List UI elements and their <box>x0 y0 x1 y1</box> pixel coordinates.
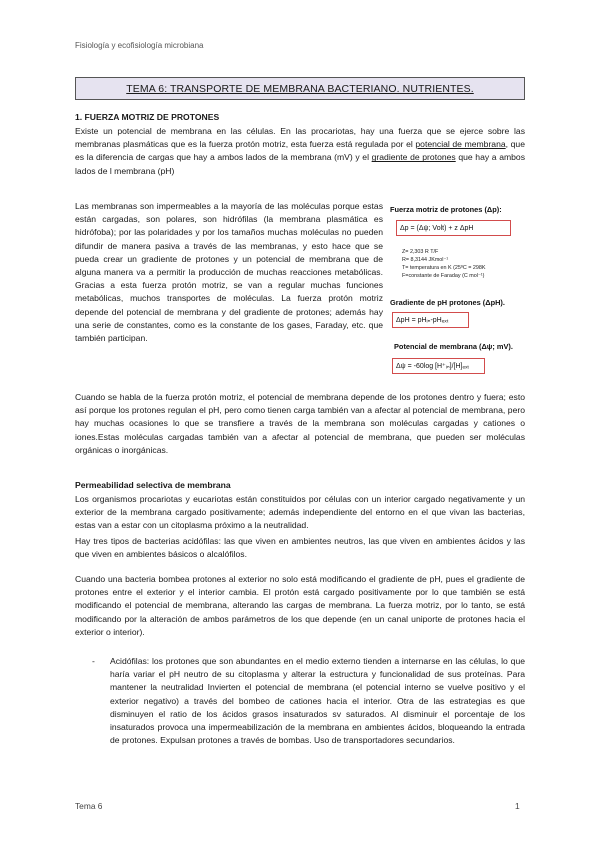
paragraph-intro-text-a: Existe un potencial de membrana en las células. En las procariotas, hay una fuerza que se ejerce sobre las membranas plasmáticas que es la fuerza protón motriz, esta fuerza está regulada por el <box>75 126 525 150</box>
paragraph-intro-text-c: que hay a ambos lados de l membrana (pH) <box>75 152 525 176</box>
paragraph-intro <box>75 125 525 178</box>
figure-constants <box>402 248 485 280</box>
paragraph-bombeo-protones: Cuando una bacteria bombea protones al exterior no solo está modificando el gradiente de pH, pues el gradiente de protones entre el exterior y el interior cambia. El protón está cargado positivamente por lo que también se está modificando el potencial de membrana, alterando las cargas de membrana. La fuerza motriz, por lo tanto, se está modificando por la alteración de ambos parámetros de los que depende (en un canal uniporte de protones hacia el exterior o interior). <box>75 574 525 637</box>
bullet-marker: - <box>92 656 95 666</box>
figure-title-gradiente-ph: Gradiente de pH protones (ΔpH). <box>390 298 505 307</box>
page-number: 1 <box>515 801 520 811</box>
paragraph-membranas: Las membranas son impermeables a la mayoría de las moléculas porque estas están cargadas, son polares, son hidrófilas (la membrana plasmática es hidrófoba); por las polaridades y por los tamaños muchas moléculas no pueden difundir de manera pasiva a través de las membranas, y esto hace que se pueda crear un gradiente de protones y un potencial de membrana que de alguna manera va a permitir la producción de muchas reacciones metabólicas. Gracias a esta fuerza protón motriz, se van a regular muchas funciones metabólicas, muchos transportes de moléculas. La fuerza protón motriz depende del potencial de membrana y del gradiente de protones; además hay una serie de constantes, como es la constante de los gases, Faraday, etc. que también participan. <box>75 201 383 344</box>
bullet-acidofilas: Acidófilas: los protones que son abundantes en el medio externo tienden a internarse en las células, lo que haría variar el pH neutro de su citoplasma y alterar la estructura y funcionalidad de sus proteínas. Para mantener la neutralidad Invierten el potencial de membrana (el potencial interno se vuelve positivo y el exterior negativo) a través del bombeo de cationes hacia el interior. Otra de las estrategias es que disminuyen el ratio de los ácidos grasos insaturados sv saturados. Al disminuir el porcentaje de los insaturados provoca una impermeabilización de la membrana en ambientes ácidos, bloqueando la entrada de protones. Expulsan protones a través de bombas. Uso de transportadores secundarios. <box>110 656 525 746</box>
figure-title-fuerza-motriz: Fuerza motriz de protones (Δp): <box>390 205 502 214</box>
figure-title-potencial-membrana: Potencial de membrana (Δψ; mV). <box>394 342 513 351</box>
constant-z: Z= 2,303 R T/F <box>402 249 439 255</box>
constant-t: T= temperatura en K (25ºC = 298K <box>402 265 486 271</box>
constant-r: R= 8,3144 JKmol⁻¹ <box>402 257 449 263</box>
equation-delta-ph: ΔpH = pHᵢₙ-pHₑₓₜ <box>392 312 469 328</box>
running-header: Fisiología y ecofisiología microbiana <box>75 41 204 50</box>
footer-chapter: Tema 6 <box>75 801 103 811</box>
paragraph-intro-text-b: , que es la diferencia de cargas que hay a ambos lados de la membrana (mV) y el <box>75 139 525 163</box>
term-potencial-de-membrana: potencial de membrana <box>415 139 506 150</box>
constant-f: F=constante de Faraday (C mol⁻¹) <box>402 273 485 279</box>
equation-delta-psi: Δψ = -60log [H⁺ᵢₙ]/[H]ₑₓₜ <box>392 358 485 374</box>
proton-motive-force-figure <box>388 200 518 382</box>
paragraph-organismos: Los organismos procariotas y eucariotas están constituidos por células con un interior cargado negativamente y un exterior de la membrana cargado positivamente; además independiente del entorno en el que vivan las bacterias, estas van a estar con un citoplasma próximo a la neutralidad. <box>75 494 525 531</box>
section-heading-fuerza-motriz: 1. FUERZA MOTRIZ DE PROTONES <box>75 112 220 122</box>
term-gradiente-de-protones: gradiente de protones <box>371 152 456 163</box>
equation-delta-p: Δp = (Δψ; Volt) + z ΔpH <box>396 220 511 236</box>
section-heading-permeabilidad: Permeabilidad selectiva de membrana <box>75 480 231 490</box>
paragraph-tipos-bacterias: Hay tres tipos de bacterias acidófilas: las que viven en ambientes neutros, las que viven en ambientes ácidos y las que viven en ambientes básicos o alcalófilos. <box>75 536 525 560</box>
chapter-title: TEMA 6: TRANSPORTE DE MEMBRANA BACTERIANO. NUTRIENTES. <box>75 77 525 100</box>
paragraph-protones: Cuando se habla de la fuerza protón motriz, el potencial de membrana depende de los protones dentro y fuera; esto así porque los protones regulan el pH, pero como tienen carga también van a afectar al potencial de membrana, pero hay muchas ocasiones lo que se transfiere a través de la membrana son moléculas cargadas y cationes o iones.Estas moléculas cargadas también van a afectar al potencial de membrana, que pueden ser moléculas orgánicas o inorgánicas. <box>75 392 525 455</box>
